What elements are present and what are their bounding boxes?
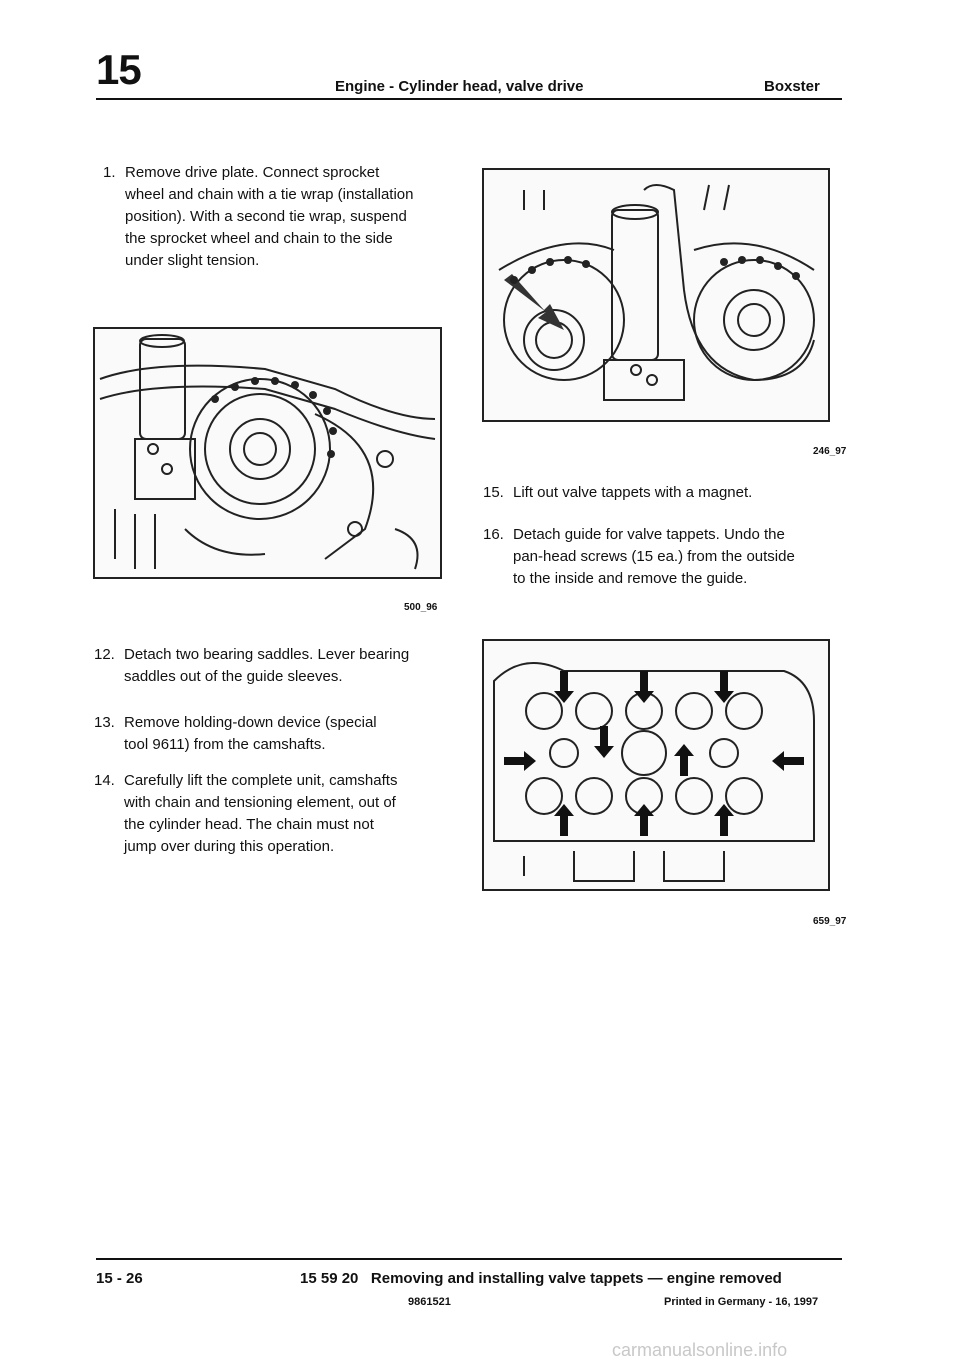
figure-number: 659_97 bbox=[813, 916, 847, 927]
page-title: Engine - Cylinder head, valve drive bbox=[335, 78, 584, 95]
figure-number: 246_97 bbox=[813, 446, 847, 457]
print-info: Printed in Germany - 16, 1997 bbox=[664, 1296, 819, 1308]
step-number: 14. bbox=[94, 772, 115, 789]
page-number: 15 - 26 bbox=[96, 1270, 143, 1287]
document-number: 9861521 bbox=[408, 1296, 451, 1308]
figure-tie-wrap bbox=[482, 168, 830, 422]
step-number: 12. bbox=[94, 646, 115, 663]
figure-number: 500_96 bbox=[404, 602, 438, 613]
figure-tappet-guide bbox=[482, 639, 830, 891]
step-text: Remove drive plate. Connect sprocket wheel and chain with a tie wrap (installation position). With a second tie wrap, suspend the sprocket wheel and chain to the side under slight tension. bbox=[125, 164, 414, 269]
footer-rule bbox=[96, 1258, 842, 1260]
step-number: 13. bbox=[94, 714, 115, 731]
step-text: Detach two bearing saddles. Lever bearing saddles out of the guide sleeves. bbox=[124, 646, 410, 685]
header-rule bbox=[96, 98, 842, 100]
step-text: Detach guide for valve tappets. Undo the pan-head screws (15 ea.) from the outside to the inside and remove the guide. bbox=[513, 526, 795, 587]
step-text: Remove holding-down device (special tool 9611) from the camshafts. bbox=[124, 714, 377, 753]
step-number: 1. bbox=[103, 164, 116, 181]
figure-sprocket-wheel bbox=[93, 327, 442, 579]
step-number: 16. bbox=[483, 526, 504, 543]
tappet-guide-drawing bbox=[484, 641, 828, 889]
tie-wrap-drawing bbox=[484, 170, 828, 420]
step-text: Carefully lift the complete unit, camshafts with chain and tensioning element, out of the cylinder head. The chain must not jump over during this operation. bbox=[124, 772, 398, 855]
watermark: carmanualsonline.info bbox=[612, 1340, 788, 1360]
chapter-number: 15 bbox=[96, 46, 141, 93]
step-number: 15. bbox=[483, 484, 504, 501]
sprocket-drawing bbox=[95, 329, 440, 577]
model-name: Boxster bbox=[764, 78, 820, 95]
section-title: 15 59 20 Removing and installing valve tappets — engine removed bbox=[300, 1270, 782, 1287]
step-text: Lift out valve tappets with a magnet. bbox=[513, 484, 753, 501]
